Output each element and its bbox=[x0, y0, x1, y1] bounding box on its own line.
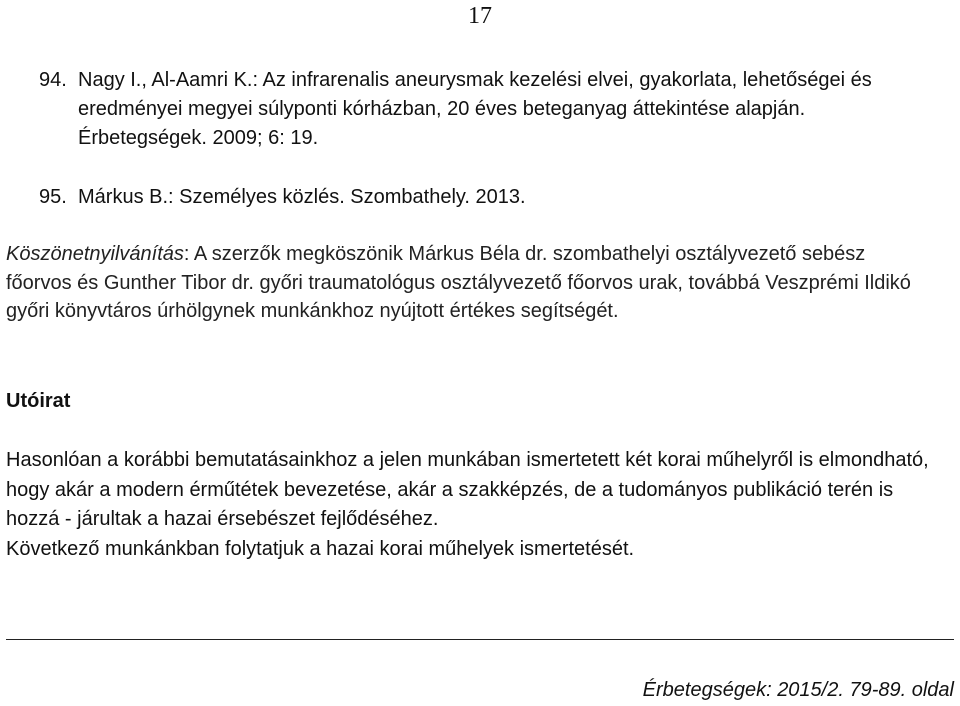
acknowledgement-label: Köszönetnyilvánítás bbox=[6, 243, 184, 265]
postscript-heading: Utóirat bbox=[6, 390, 71, 412]
footer-divider bbox=[6, 639, 954, 640]
page-number: 17 bbox=[468, 3, 492, 29]
reference-text: Márkus B.: Személyes közlés. Szombathely. 2013. bbox=[78, 186, 526, 208]
acknowledgement bbox=[6, 240, 936, 326]
journal-citation: Érbetegségek: 2015/2. 79-89. oldal bbox=[642, 679, 954, 701]
reference-text: Nagy I., Al-Aamri K.: Az infrarenalis aneurysmak kezelési elvei, gyakorlata, lehetőségei és eredményei megyei súlyponti kórházban, 20 éves beteganyag áttekintése alapján. Érbetegségek. 2009; 6: 19. bbox=[78, 69, 872, 149]
postscript-paragraph: Hasonlóan a korábbi bemutatásainkhoz a jelen munkában ismertetett két korai műhelyről is elmondható, hogy akár a modern érműtétek bevezetése, akár a szakképzés, de a tudományos publikáció terén is hozzá - járultak a hazai érsebészet fejlődéséhez. bbox=[6, 449, 929, 530]
reference-number: 95. bbox=[39, 186, 67, 208]
reference-95 bbox=[39, 183, 939, 212]
postscript-body bbox=[6, 446, 946, 564]
acknowledgement-text: : A szerzők megköszönik Márkus Béla dr. szombathelyi osztályvezető sebész főorvos és Gunther Tibor dr. győri traumatológus osztályvezető főorvos urak, továbbá Veszprémi Ildikó győri könyvtáros úrhölgynek munkánkhoz nyújtott értékes segítségét. bbox=[6, 243, 911, 322]
reference-94 bbox=[39, 66, 939, 153]
postscript-paragraph: Következő munkánkban folytatjuk a hazai korai műhelyek ismertetését. bbox=[6, 537, 635, 560]
reference-number: 94. bbox=[39, 69, 67, 91]
